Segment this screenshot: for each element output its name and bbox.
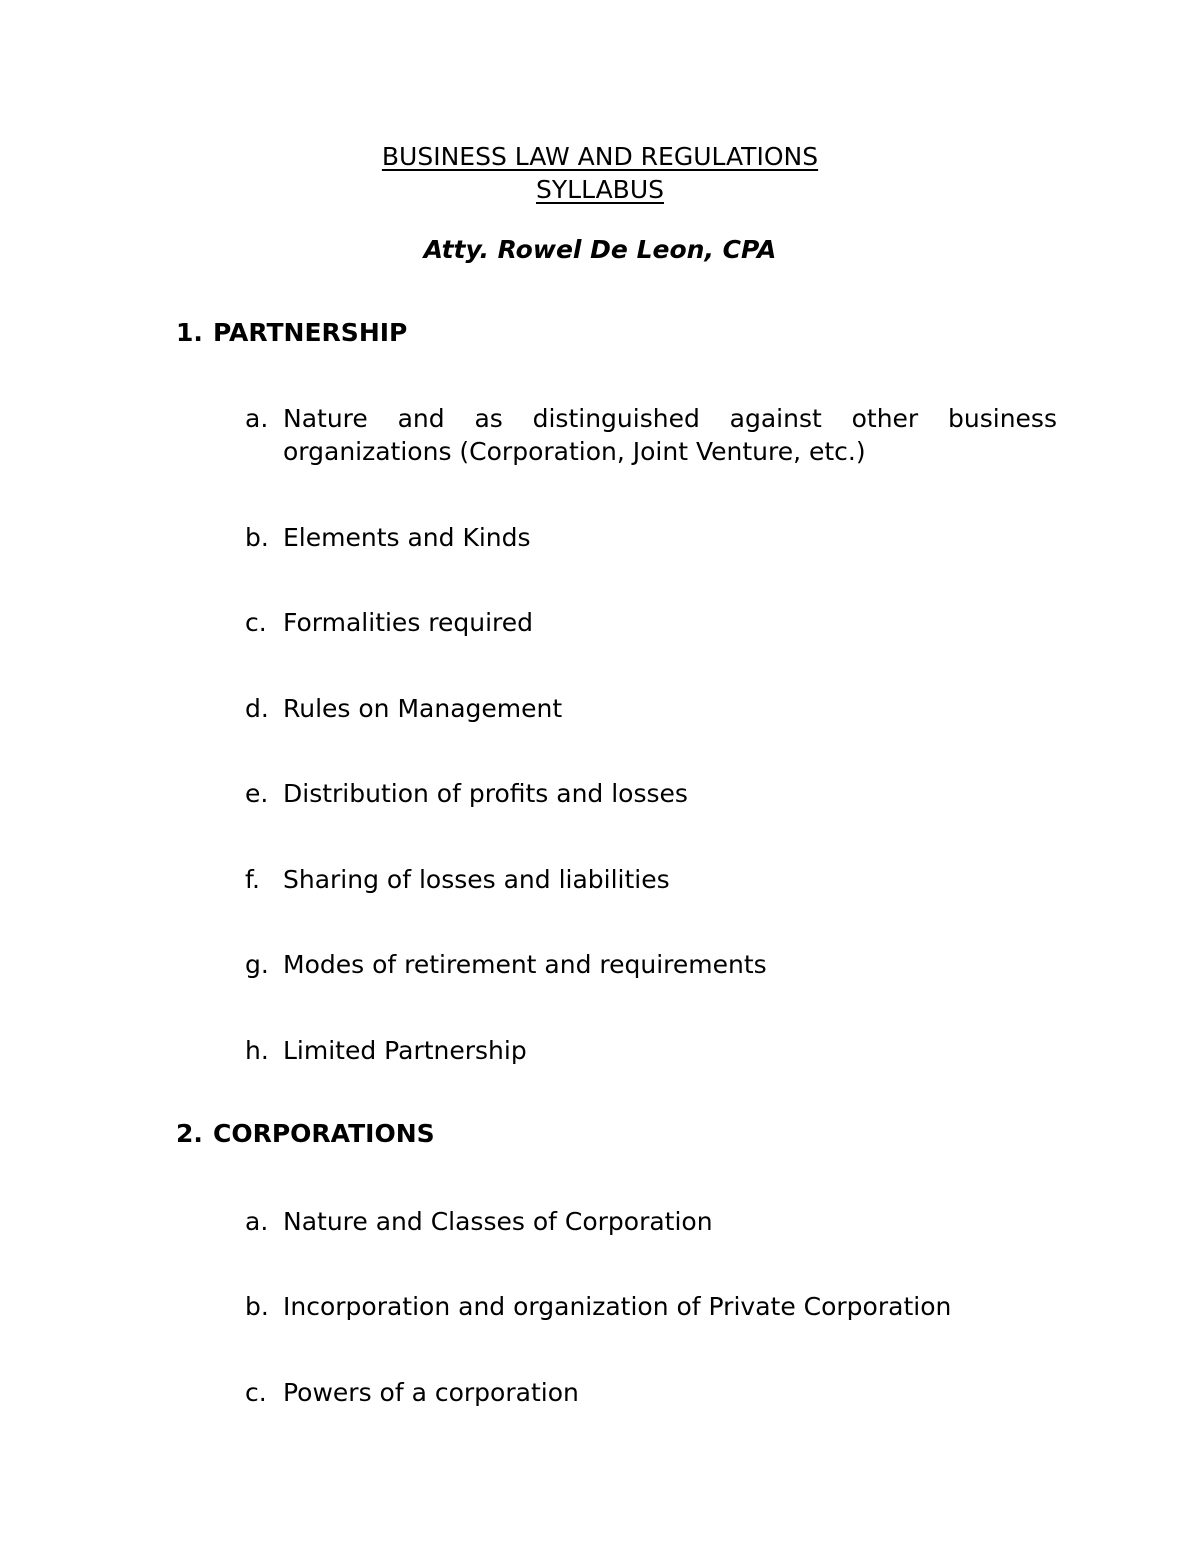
- document-subtitle: [0, 174, 1200, 206]
- list-item-text: Rules on Management: [283, 694, 563, 723]
- list-item: [245, 692, 1057, 725]
- list-item-text: Formalities required: [283, 608, 534, 637]
- list-item-letter: f.: [245, 865, 260, 894]
- section-number: 2.: [176, 1119, 203, 1148]
- title-line-1: BUSINESS LAW AND REGULATIONS: [381, 142, 819, 171]
- list-item: [245, 606, 1057, 639]
- list-item-text: Incorporation and organization of Private Corporation: [283, 1292, 952, 1321]
- list-item-letter: c.: [245, 608, 267, 637]
- section-heading-partnership: [176, 317, 407, 349]
- list-item-letter: e.: [245, 779, 269, 808]
- list-item: [245, 1376, 1057, 1409]
- list-item: [245, 777, 1057, 810]
- list-item-text: Modes of retirement and requirements: [283, 950, 767, 979]
- list-item-letter: b.: [245, 1292, 269, 1321]
- list-item-text: Distribution of profits and losses: [283, 779, 688, 808]
- list-item: [245, 521, 1057, 554]
- list-item-text: Sharing of losses and liabilities: [283, 865, 670, 894]
- section-heading-corporations: [176, 1118, 435, 1150]
- list-item-letter: a.: [245, 1207, 269, 1236]
- list-item-letter: a.: [245, 404, 269, 433]
- author-line: Atty. Rowel De Leon, CPA: [423, 235, 777, 264]
- list-item-letter: d.: [245, 694, 269, 723]
- list-item-letter: b.: [245, 523, 269, 552]
- section-title: CORPORATIONS: [213, 1119, 435, 1148]
- list-item-text: Elements and Kinds: [283, 523, 531, 552]
- list-item: [245, 1290, 1057, 1323]
- list-item: [245, 402, 1057, 468]
- list-item: [245, 863, 1057, 896]
- list-item-letter: g.: [245, 950, 269, 979]
- list-item-text: Limited Partnership: [283, 1036, 527, 1065]
- section-title: PARTNERSHIP: [213, 318, 408, 347]
- document-title: [0, 141, 1200, 173]
- list-item-text: Nature and as distinguished against other business organizations (Corporation, Joint Venture, etc.): [283, 404, 1057, 466]
- list-item: [245, 1034, 1057, 1067]
- list-item-text: Nature and Classes of Corporation: [283, 1207, 713, 1236]
- list-item-text: Powers of a corporation: [283, 1378, 579, 1407]
- list-item-letter: c.: [245, 1378, 267, 1407]
- list-item: [245, 948, 1057, 981]
- list-item-letter: h.: [245, 1036, 269, 1065]
- title-line-2: SYLLABUS: [536, 175, 664, 204]
- list-item: [245, 1205, 1057, 1238]
- section-number: 1.: [176, 318, 203, 347]
